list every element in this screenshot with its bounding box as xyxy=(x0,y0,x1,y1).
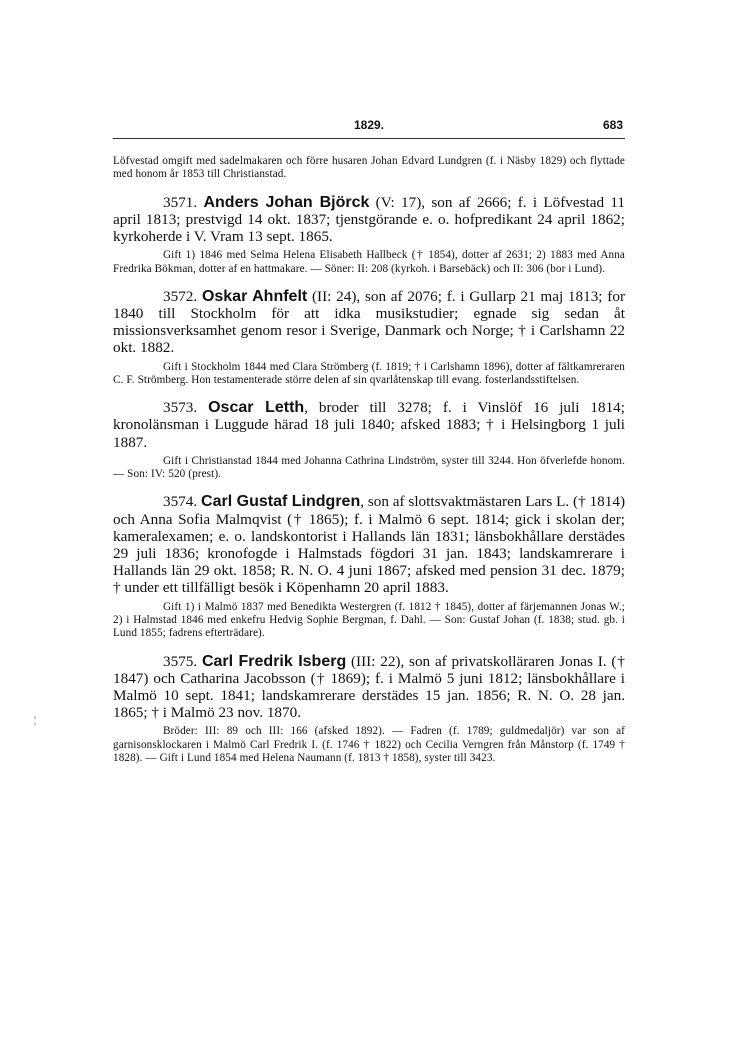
entry-name: Anders Johan Björck xyxy=(203,193,370,211)
intro-paragraph: Löfvestad omgift med sadelmakaren och förre husaren Johan Edvard Lundgren (f. i Näsby 1829) och flyttade med honom år 1853 till Christianstad. xyxy=(113,155,625,181)
entry-notes: Gift i Christianstad 1844 med Johanna Cathrina Lindström, syster till 3244. Hon öfverlefde honom. — Son: IV: 520 (prest). xyxy=(113,454,625,481)
entry-notes: Gift 1) i Malmö 1837 med Benedikta Westergren (f. 1812 † 1845), dotter af färjemannen Jonas W.; 2) i Halmstad 1846 med enkefru Hedvig Sophie Bergman, f. Dahl. — Son: Gustaf Johan (f. 1838; stud. gb. i Lund 1855; fadrens efterträdare). xyxy=(113,600,625,640)
entry-number: 3574. xyxy=(163,493,198,511)
entry-details: , son af slottsvaktmästaren Lars L. († 1814) och Anna Sofia Malmqvist († 1865); f. i Malmö 6 sept. 1814; gick i skolan der; kameralexamen; e. o. landskontorist i Hallands län 1831; länsbokhållare derstädes 29 juli 1836; kronofogde i Halmstads fögdori 31 jan. 1843; landskamrerare i Hallands län 29 okt. 1858; R. N. O. 4 juni 1867; afsked med pension 31 dec. 1879; † under ett tillfälligt besök i Köpenhamn 20 april 1883. xyxy=(113,493,626,597)
entry-number: 3571. xyxy=(163,193,198,211)
entry-text xyxy=(113,288,625,357)
entry-name: Oscar Letth xyxy=(208,399,305,417)
entry-number: 3573. xyxy=(163,399,198,417)
entry-text xyxy=(113,194,625,246)
page-header xyxy=(113,118,625,139)
page-content xyxy=(113,155,625,765)
entry-notes: Gift 1) 1846 med Selma Helena Elisabeth Hallbeck († 1854), dotter af 2631; 2) 1883 med Anna Fredrika Bökman, dotter af en hattmakare. — Söner: II: 208 (kyrkoh. i Barsebäck) och II: 306 (bor i Lund). xyxy=(113,249,625,275)
header-year: 1829. xyxy=(353,118,385,132)
entry-text xyxy=(113,493,625,596)
page-number: 683 xyxy=(602,118,623,132)
entry-details: (III: 22), son af privatskolläraren Jonas I. († 1847) och Catharina Jacobsson († 1869); f. i Malmö 5 juni 1812; länsbokhållare i Malmö 10 sept. 1841; landskamrerare derstädes 15 jan. 1856; R. N. O. 28 jan. 1865; † i Malmö 23 nov. 1870. xyxy=(113,652,626,722)
entry-details: (II: 24), son af 2076; f. i Gullarp 21 maj 1813; for 1840 till Stockholm för att idka musikstudier; egnade sig sedan åt missionsverksamhet genom resor i Sverige, Danmark och Norge; † i Carlshamn 22 okt. 1882. xyxy=(113,287,625,357)
entry-number: 3572. xyxy=(163,287,198,305)
biography-entry xyxy=(113,399,625,481)
margin-mark: ¦ xyxy=(34,715,37,726)
entry-name: Carl Fredrik Isberg xyxy=(201,652,347,670)
entry-name: Carl Gustaf Lindgren xyxy=(201,493,361,511)
entry-text xyxy=(113,653,625,722)
entry-name: Oskar Ahnfelt xyxy=(201,287,308,305)
biography-entry xyxy=(113,194,625,276)
biography-entry xyxy=(113,493,625,640)
entry-notes: Gift i Stockholm 1844 med Clara Strömberg (f. 1819; † i Carlshamn 1896), dotter af fältkamreraren C. F. Strömberg. Hon testamenterade större delen af sin qvarlåtenskap till evang. fosterlandsstiftelsen. xyxy=(113,360,625,386)
entry-details: , broder till 3278; f. i Vinslöf 16 juli 1814; kronolänsman i Luggude härad 18 juli 1840; afsked 1883; † i Helsingborg 1 juli 1887. xyxy=(113,399,625,451)
entry-notes: Bröder: III: 89 och III: 166 (afsked 1892). — Fadren (f. 1789; guldmedaljör) var son af garnisonsklockaren i Malmö Carl Fredrik I. (f. 1746 † 1822) och Cecilia Verngren från Månstorp (f. 1749 † 1828). — Gift i Lund 1854 med Helena Naumann (f. 1813 † 1858), syster till 3423. xyxy=(113,725,625,764)
biography-entry xyxy=(113,653,625,766)
entry-number: 3575. xyxy=(163,652,198,670)
biography-entry xyxy=(113,288,625,387)
entry-details: (V: 17), son af 2666; f. i Löfvestad 11 april 1813; prestvigd 14 okt. 1837; tjenstgörande e. o. hofpredikant 24 april 1862; kyrkoherde i V. Vram 13 sept. 1865. xyxy=(113,193,626,245)
entry-text xyxy=(113,399,625,451)
